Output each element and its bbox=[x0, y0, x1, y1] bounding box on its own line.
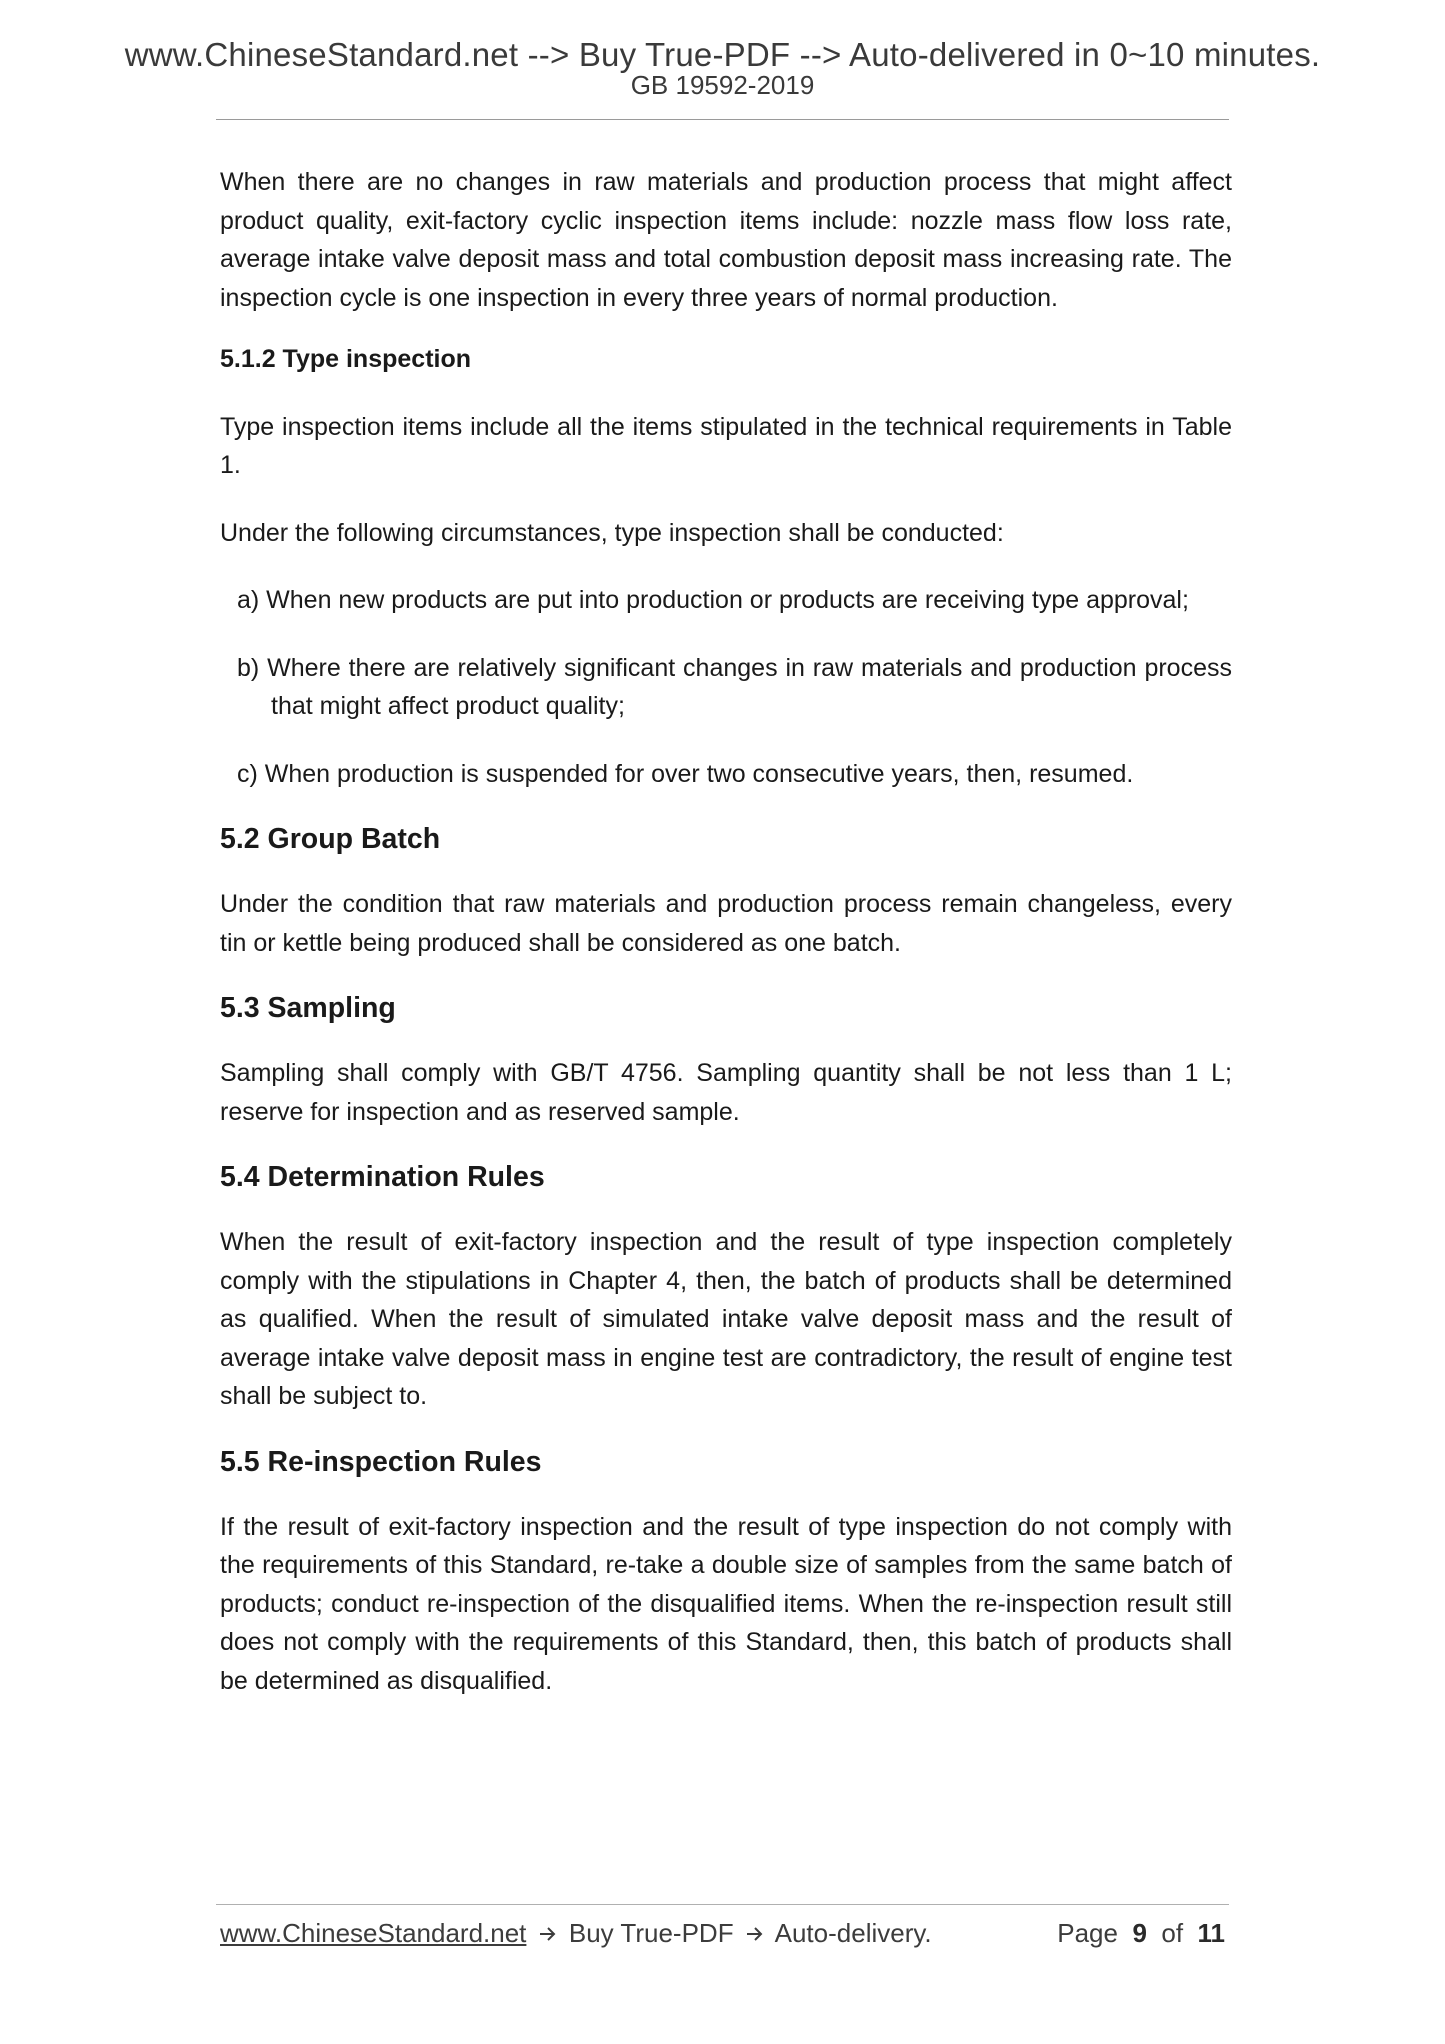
page-label: Page bbox=[1057, 1918, 1118, 1948]
list-item-b: b) Where there are relatively significant changes in raw materials and production process that might affect product quality; bbox=[237, 653, 1232, 720]
header-divider bbox=[216, 119, 1229, 120]
intro-paragraph: When there are no changes in raw materials and production process that might affect product quality, exit-factory cyclic inspection items include: nozzle mass flow loss rate, average intake valve deposit mass and total combustion deposit mass increasing rate. The inspection cycle is one inspection in every three years of normal production. bbox=[220, 168, 1232, 312]
section-5-5-paragraph: If the result of exit-factory inspection and the result of type inspection do not comply with the requirements of this Standard, re-take a double size of samples from the same batch of products; conduct re-inspection of the disqualified items. When the re-inspection result still does not comply with the requirements of this Standard, then, this batch of products shall be determined as disqualified. bbox=[220, 1512, 1232, 1695]
section-5-5-heading: 5.5 Re-inspection Rules bbox=[220, 1445, 542, 1478]
footer-divider bbox=[216, 1904, 1229, 1905]
list-item-a: a) When new products are put into production or products are receiving type approval; bbox=[237, 586, 1189, 614]
footer-delivery-text: Auto-delivery. bbox=[774, 1918, 932, 1948]
page-footer bbox=[220, 1918, 1230, 1958]
header-banner: www.ChineseStandard.net --> Buy True-PDF --> Auto-delivered in 0~10 minutes. bbox=[124, 36, 1321, 73]
section-5-4-heading: 5.4 Determination Rules bbox=[220, 1161, 545, 1193]
right-arrow-icon bbox=[534, 1918, 569, 1948]
footer-buy-text: Buy True-PDF bbox=[568, 1918, 734, 1948]
list-item-c: c) When production is suspended for over two consecutive years, then, resumed. bbox=[237, 759, 1134, 788]
section-5-1-2-paragraph-2: Under the following circumstances, type inspection shall be conducted: bbox=[220, 518, 1004, 547]
document-code: GB 19592-2019 bbox=[630, 70, 815, 100]
section-5-2-paragraph: Under the condition that raw materials and production process remain changeless, every tin or kettle being produced shall be considered as one batch. bbox=[220, 890, 1232, 957]
of-label: of bbox=[1161, 1918, 1184, 1948]
section-5-2-heading: 5.2 Group Batch bbox=[220, 823, 441, 855]
right-arrow-icon bbox=[741, 1918, 775, 1948]
total-pages: 11 bbox=[1197, 1918, 1225, 1948]
page-number bbox=[1057, 1918, 1225, 1949]
current-page: 9 bbox=[1132, 1918, 1147, 1948]
section-5-1-2-heading: 5.1.2 Type inspection bbox=[220, 345, 472, 373]
footer-links bbox=[220, 1918, 932, 1949]
section-5-3-heading: 5.3 Sampling bbox=[220, 992, 396, 1024]
page-content bbox=[220, 163, 1232, 1700]
section-5-3-paragraph: Sampling shall comply with GB/T 4756. Sampling quantity shall be not less than 1 L; reserve for inspection and as reserved sample. bbox=[220, 1059, 1232, 1126]
footer-site-link[interactable]: www.ChineseStandard.net bbox=[220, 1918, 527, 1948]
section-5-4-paragraph: When the result of exit-factory inspection and the result of type inspection completely comply with the stipulations in Chapter 4, then, the batch of products shall be determined as qualified. When the result of simulated intake valve deposit mass and the result of average intake valve deposit mass in engine test are contradictory, the result of engine test shall be subject to. bbox=[220, 1228, 1232, 1410]
section-5-1-2-paragraph-1: Type inspection items include all the items stipulated in the technical requirements in Table 1. bbox=[220, 412, 1232, 479]
